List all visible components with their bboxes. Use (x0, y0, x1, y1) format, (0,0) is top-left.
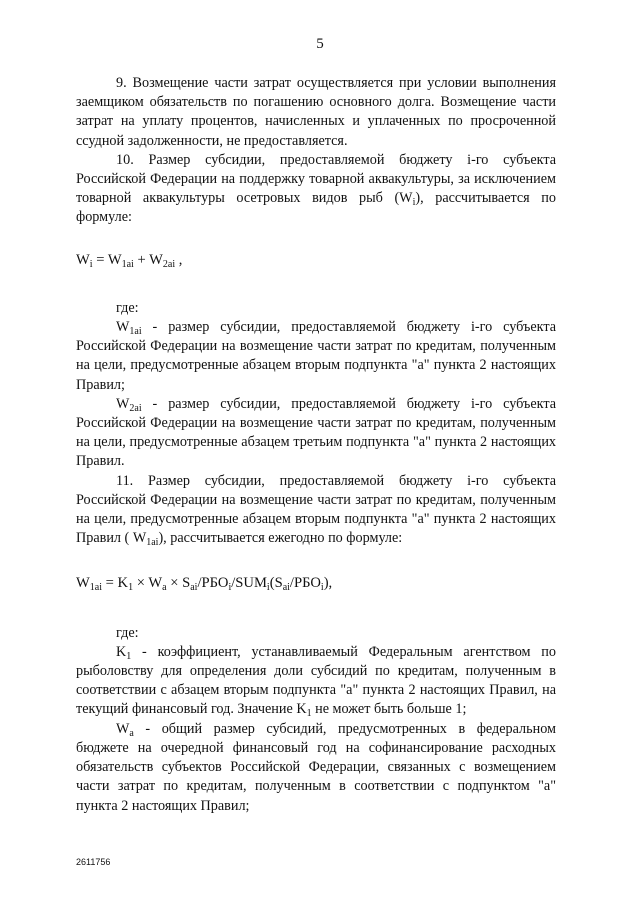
definition-k1: $K_1$ - коэффициент, устанавливаемый Федеральным агентством по рыболовству для определения доли субсидий по кредитам, полученным в соответствии с абзацем вторым подпункта "а" пункта 2 настоящих Правил, на текущий финансовый год. Значение $K_1$ не может быть больше 1; (76, 643, 556, 720)
formula-w1ai: $W_{1ai} = K_1 \times W_a \times S_{ai}/РБО_i/SUM_i(S_{ai}/РБО_i)$, (76, 575, 333, 594)
where-label-2: где: (116, 624, 139, 641)
paragraph-10: 10. Размер субсидии, предоставляемой бюджету i-го субъекта Российской Федерации на поддержку товарной аквакультуры, за исключением товарной аквакультуры осетровых видов рыб $(W_i)$, рассчитывается по формуле: (76, 151, 556, 226)
paragraph-11: 11. Размер субсидии, предоставляемой бюджету i-го субъекта Российской Федерации на возмещение части затрат по кредитам, полученным на цели, предусмотренные абзацем вторым подпункта "а" пункта 2 настоящих Правил ( $W_{1ai}$), рассчитывается ежегодно по формуле: (76, 472, 556, 549)
formula-wi: $W_i = W_{1ai} + W_{2ai}$ , (76, 251, 183, 270)
document-body (76, 74, 556, 816)
where-label: где: (116, 299, 139, 316)
definition-w2ai: $W_{2ai}$ - размер субсидии, предоставляемой бюджету i-го субъекта Российской Федерации на возмещение части затрат по кредитам, полученным на цели, предусмотренные абзацем третьим подпункта "а" пункта 2 настоящих Правил. (76, 395, 556, 470)
definition-wa: $W_a$ - общий размер субсидий, предусмотренных в федеральном бюджете на очередной финансовый год на софинансирование расходных обязательств субъектов Российской Федерации, связанных с возмещением части затрат по кредитам, полученным в соответствии с подпунктом "а" пункта 2 настоящих Правил; (76, 720, 556, 814)
page-number: 5 (316, 36, 324, 52)
definition-w1ai: $W_{1ai}$ - размер субсидии, предоставляемой бюджету i-го субъекта Российской Федерации на возмещение части затрат по кредитам, полученным на цели, предусмотренные абзацем вторым подпункта "а" пункта 2 настоящих Правил; (76, 319, 556, 393)
paragraph-9: 9. Возмещение части затрат осуществляется при условии выполнения заемщиком обязательств по погашению основного долга. Возмещение части затрат на уплату процентов, начисленных и уплаченных по просроченной ссудной задолженности, не предоставляется. (76, 75, 556, 149)
document-code: 2611756 (76, 857, 111, 867)
